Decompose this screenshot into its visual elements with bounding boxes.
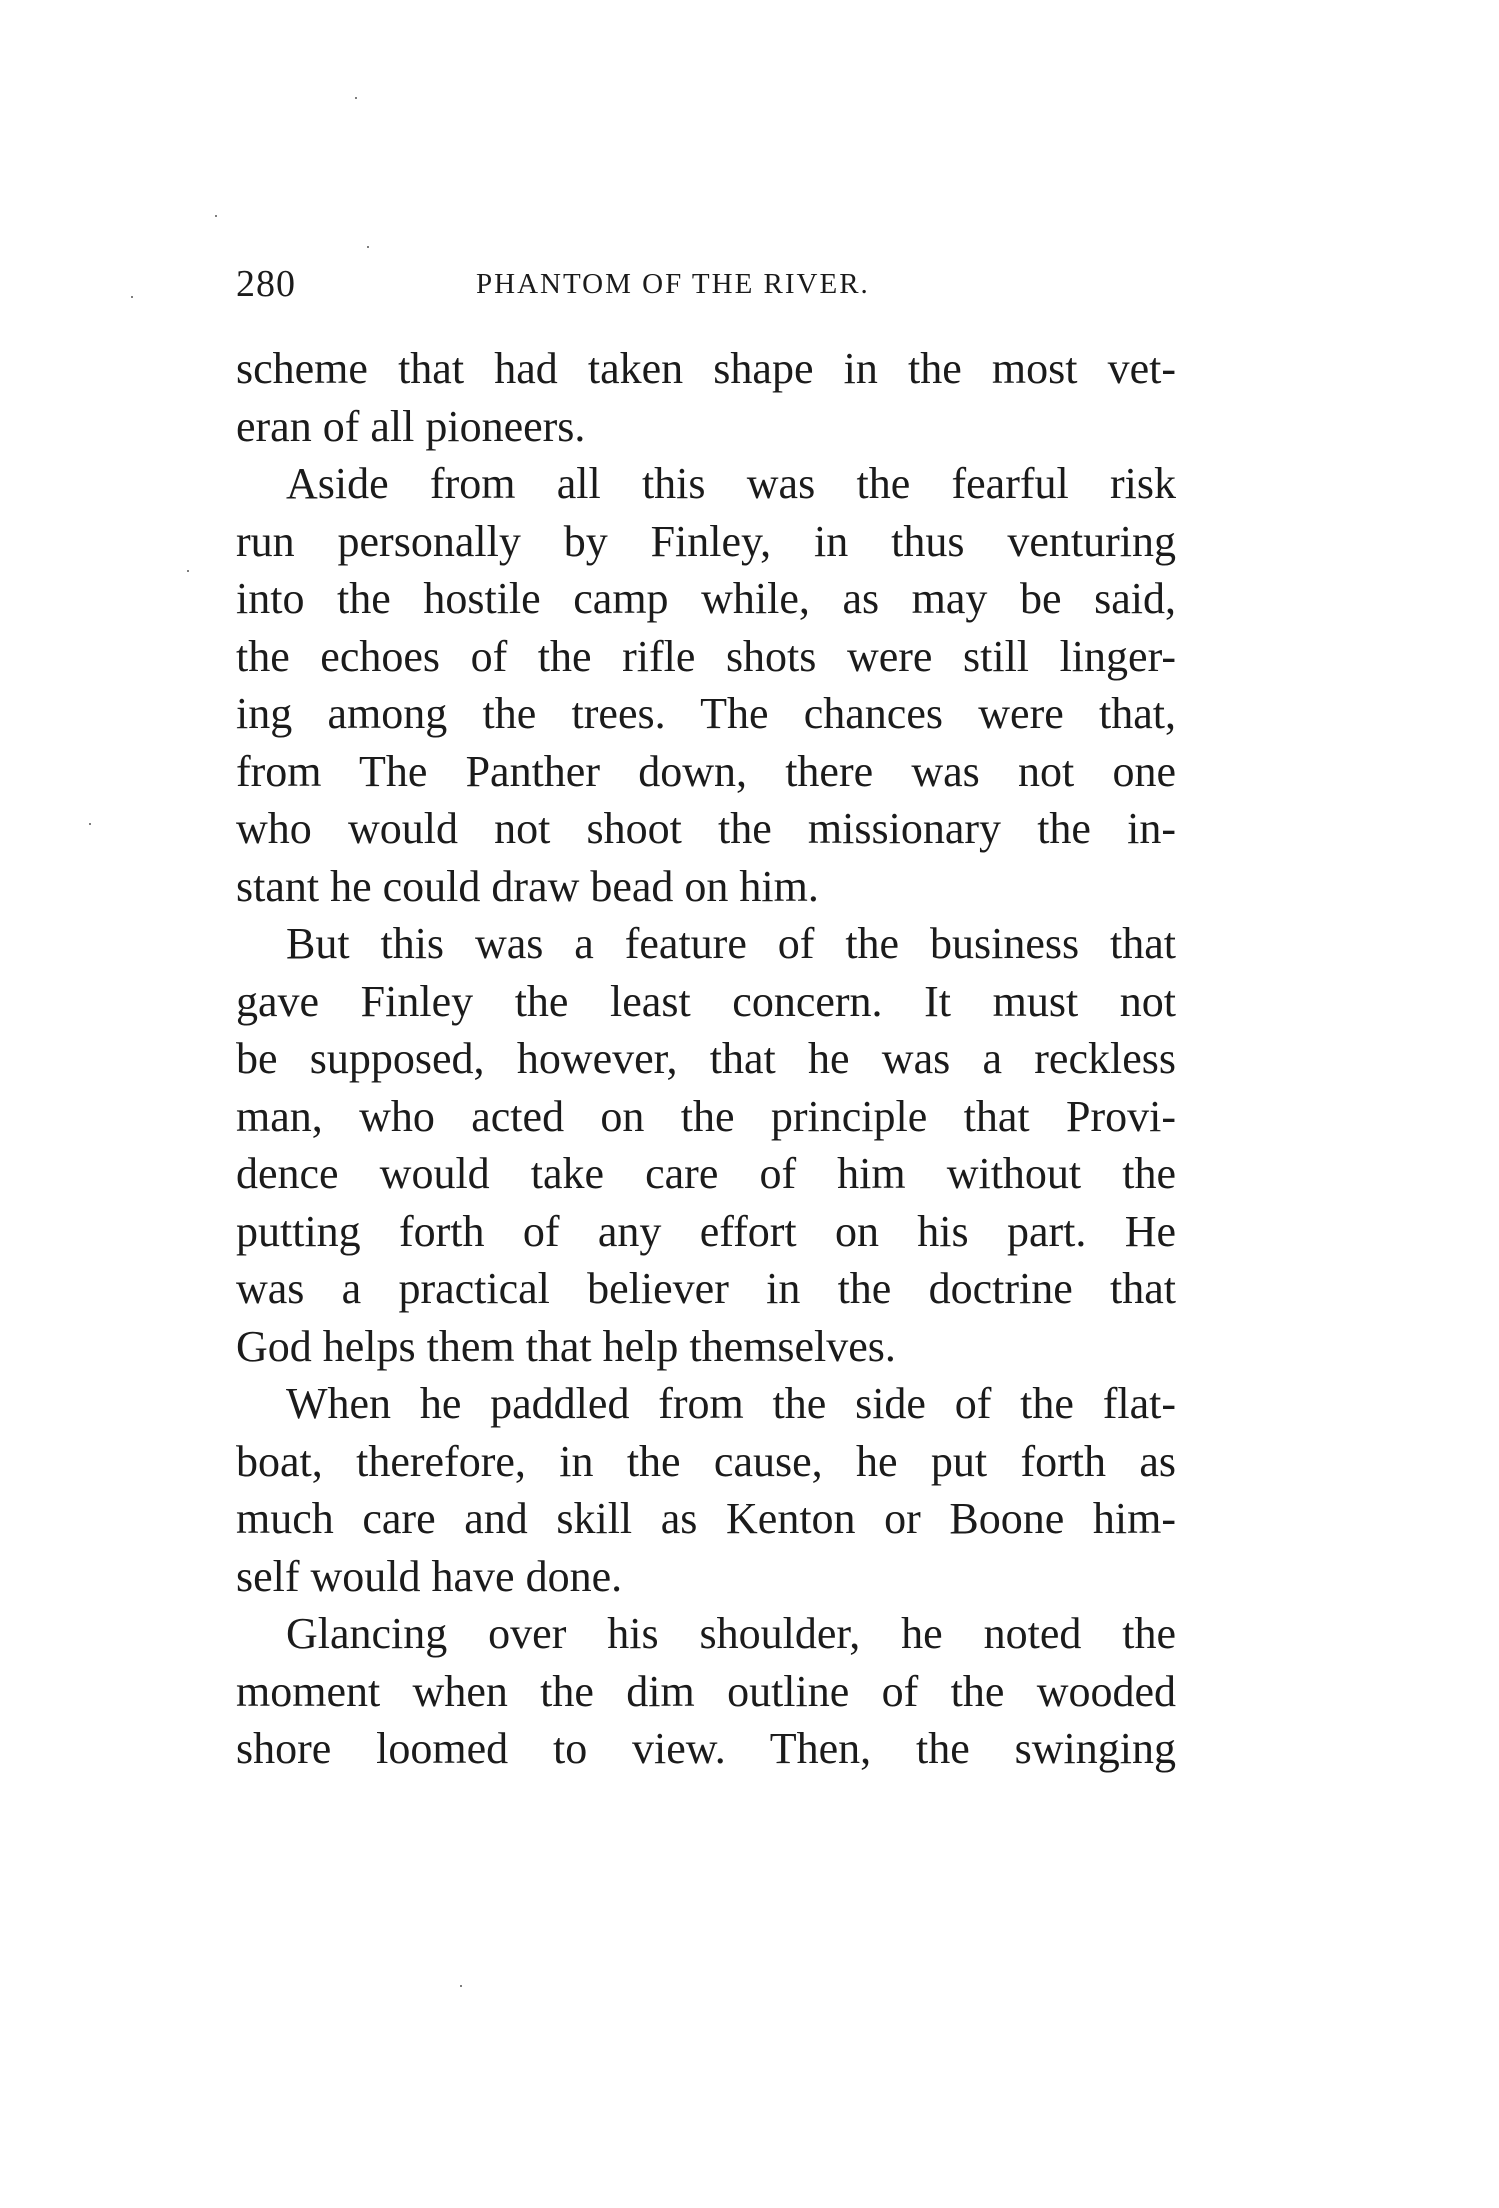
text-line: into the hostile camp while, as may be said,	[236, 574, 1176, 623]
text-line: boat, therefore, in the cause, he put forth as	[236, 1436, 1176, 1486]
text-line: stant he could draw bead on him.	[236, 861, 819, 911]
paragraph	[236, 915, 1176, 1375]
text-line: from The Panther down, there was not one	[236, 746, 1176, 796]
text-line: Glancing over his shoulder, he noted the	[286, 1609, 1176, 1658]
text-line: man, who acted on the principle that Provi-	[236, 1091, 1176, 1141]
text-line: run personally by Finley, in thus venturing	[236, 516, 1176, 566]
paper-speck	[215, 215, 217, 217]
text-line: Aside from all this was the fearful risk	[286, 459, 1176, 508]
text-line: much care and skill as Kenton or Boone him-	[236, 1494, 1176, 1543]
paragraph	[236, 340, 1176, 455]
paper-speck	[355, 97, 357, 99]
paragraph	[236, 455, 1176, 915]
text-line: self would have done.	[236, 1551, 623, 1601]
page-number: 280	[236, 263, 296, 305]
text-line: putting forth of any effort on his part. He	[236, 1206, 1176, 1256]
paragraph	[236, 1375, 1176, 1605]
text-line: When he paddled from the side of the flat-	[286, 1379, 1176, 1428]
paper-speck	[89, 823, 91, 825]
text-line: was a practical believer in the doctrine that	[236, 1264, 1176, 1313]
body-text	[236, 340, 1176, 1778]
text-line: gave Finley the least concern. It must not	[236, 976, 1176, 1026]
running-title: PHANTOM OF THE RIVER.	[476, 268, 870, 300]
text-line: ing among the trees. The chances were that,	[236, 689, 1176, 738]
text-line: dence would take care of him without the	[236, 1149, 1176, 1198]
text-line: shore loomed to view. Then, the swinging	[236, 1724, 1176, 1773]
paper-speck	[131, 296, 133, 298]
paper-speck	[187, 570, 189, 572]
text-line: God helps them that help themselves.	[236, 1321, 896, 1371]
paragraph	[236, 1605, 1176, 1778]
text-line: scheme that had taken shape in the most vet-	[236, 344, 1176, 393]
page-header	[236, 262, 1176, 312]
text-line: who would not shoot the missionary the in-	[236, 804, 1176, 853]
text-line: the echoes of the rifle shots were still linger-	[236, 631, 1176, 681]
paper-speck	[367, 246, 369, 248]
paper-speck	[460, 1985, 462, 1987]
text-line: moment when the dim outline of the wooded	[236, 1666, 1176, 1716]
text-line: be supposed, however, that he was a reckless	[236, 1034, 1176, 1083]
text-line: But this was a feature of the business that	[286, 919, 1176, 968]
text-line: eran of all pioneers.	[236, 401, 586, 451]
